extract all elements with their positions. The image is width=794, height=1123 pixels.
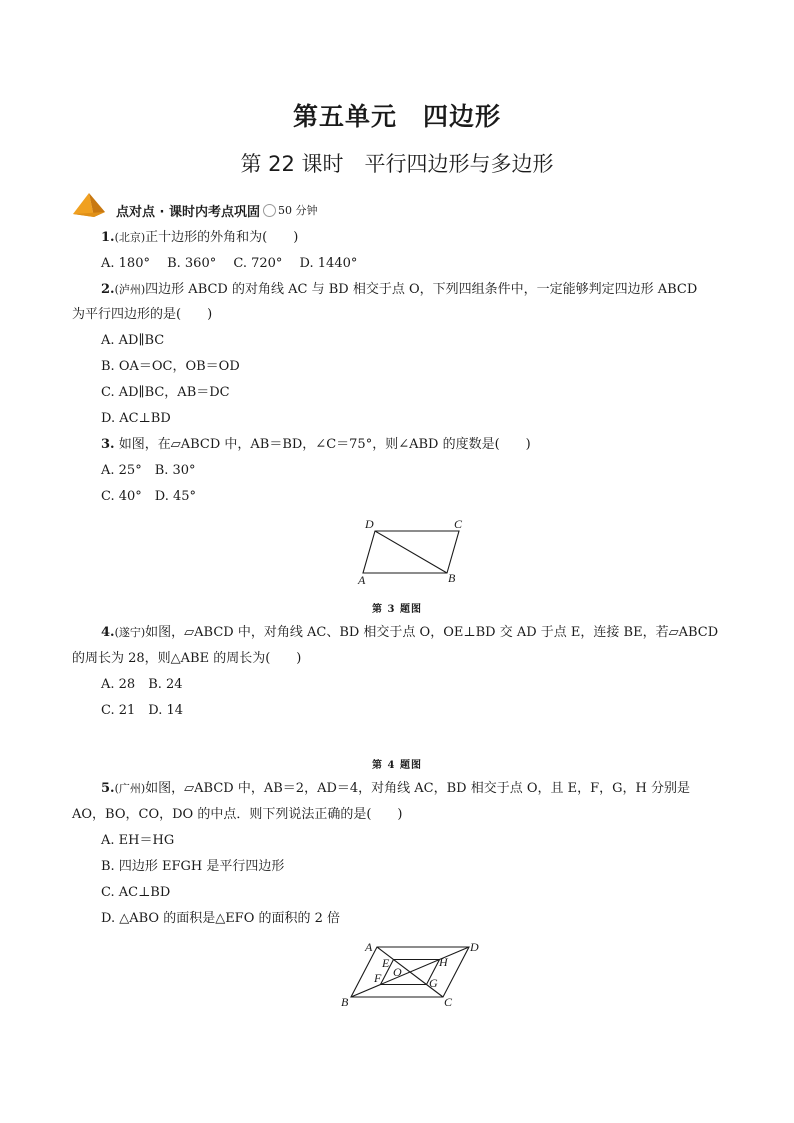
question-2-option-b: B. OA＝OC，OB＝OD [101, 359, 240, 374]
question-text: 如图，在▱ABCD 中，AB＝BD，∠C＝75°，则∠ABD 的度数是( ) [114, 437, 531, 452]
question-5-figure [336, 936, 486, 1012]
question-source: (遂宁) [114, 626, 146, 639]
lesson-title: 第 22 课时 平行四边形与多边形 [240, 152, 554, 176]
label-c: C [444, 995, 453, 1009]
question-text: 如图，▱ABCD 中，对角线 AC、BD 相交于点 O，OE⊥BD 交 AD 于点 E，连接 BE，若▱ABCD [145, 625, 719, 640]
label-f: F [374, 971, 382, 985]
question-source: (泸州) [114, 283, 146, 296]
question-4-options-cd: C. 21 D. 14 [101, 703, 184, 718]
question-2-text-cont: 为平行四边形的是( ) [72, 307, 213, 322]
question-3-caption: 第 3 题图 [372, 604, 422, 615]
diagonal-bd [351, 947, 469, 997]
question-number: 3. [101, 437, 115, 452]
question-2 [101, 281, 697, 299]
question-1 [101, 229, 298, 247]
question-number: 2. [101, 282, 115, 297]
question-2-option-d: D. AC⊥BD [101, 411, 171, 426]
label-c: C [454, 517, 463, 531]
question-text: 正十边形的外角和为( ) [145, 230, 299, 245]
question-4 [101, 624, 718, 642]
question-5-text-cont: AO，BO，CO，DO 的中点．则下列说法正确的是( ) [72, 807, 403, 822]
label-e: E [382, 956, 390, 970]
label-b: B [448, 571, 456, 585]
question-5-option-a: A. EH＝HG [101, 833, 175, 848]
question-4-text-cont: 的周长为 28，则△ABE 的周长为( ) [72, 651, 302, 666]
question-number: 5. [101, 781, 115, 796]
question-5-option-d: D. △ABO 的面积是△EFO 的面积的 2 倍 [101, 911, 341, 926]
label-o: O [393, 965, 402, 979]
question-2-option-c: C. AD∥BC，AB＝DC [101, 385, 230, 400]
question-5-option-c: C. AC⊥BD [101, 885, 171, 900]
label-a: A [365, 940, 373, 954]
clock-icon [263, 204, 276, 217]
unit-title: 第五单元 四边形 [292, 102, 501, 131]
label-g: G [429, 976, 438, 990]
label-a: A [358, 573, 366, 587]
pyramid-icon [72, 192, 106, 218]
question-5-option-b: B. 四边形 EFGH 是平行四边形 [101, 859, 285, 874]
section-time: 50 分钟 [278, 204, 318, 217]
label-b: B [341, 995, 349, 1009]
question-text: 四边形 ABCD 的对角线 AC 与 BD 相交于点 O，下列四组条件中，一定能够判定四边形 ABCD [145, 282, 698, 297]
question-3-figure [350, 512, 470, 592]
section-label: 点对点 · 课时内考点巩固 [116, 204, 260, 220]
section-header [72, 192, 318, 218]
question-3 [101, 436, 531, 454]
question-3-options-cd: C. 40° D. 45° [101, 489, 197, 504]
question-source: (北京) [114, 231, 146, 244]
question-3-options-ab: A. 25° B. 30° [101, 463, 196, 478]
question-source: (广州) [114, 782, 146, 795]
label-d: D [470, 940, 479, 954]
question-4-options-ab: A. 28 B. 24 [101, 677, 183, 692]
question-1-options: A. 180° B. 360° C. 720° D. 1440° [101, 256, 358, 271]
question-number: 1. [101, 230, 115, 245]
diagonal-bd [375, 531, 447, 573]
label-h: H [439, 955, 448, 969]
question-number: 4. [101, 625, 115, 640]
question-4-caption: 第 4 题图 [372, 760, 422, 771]
question-5 [101, 780, 690, 798]
question-text: 如图，▱ABCD 中，AB＝2，AD＝4，对角线 AC，BD 相交于点 O，且 E，F，G，H 分别是 [145, 781, 691, 796]
question-2-option-a: A. AD∥BC [101, 333, 165, 348]
label-d: D [365, 517, 374, 531]
